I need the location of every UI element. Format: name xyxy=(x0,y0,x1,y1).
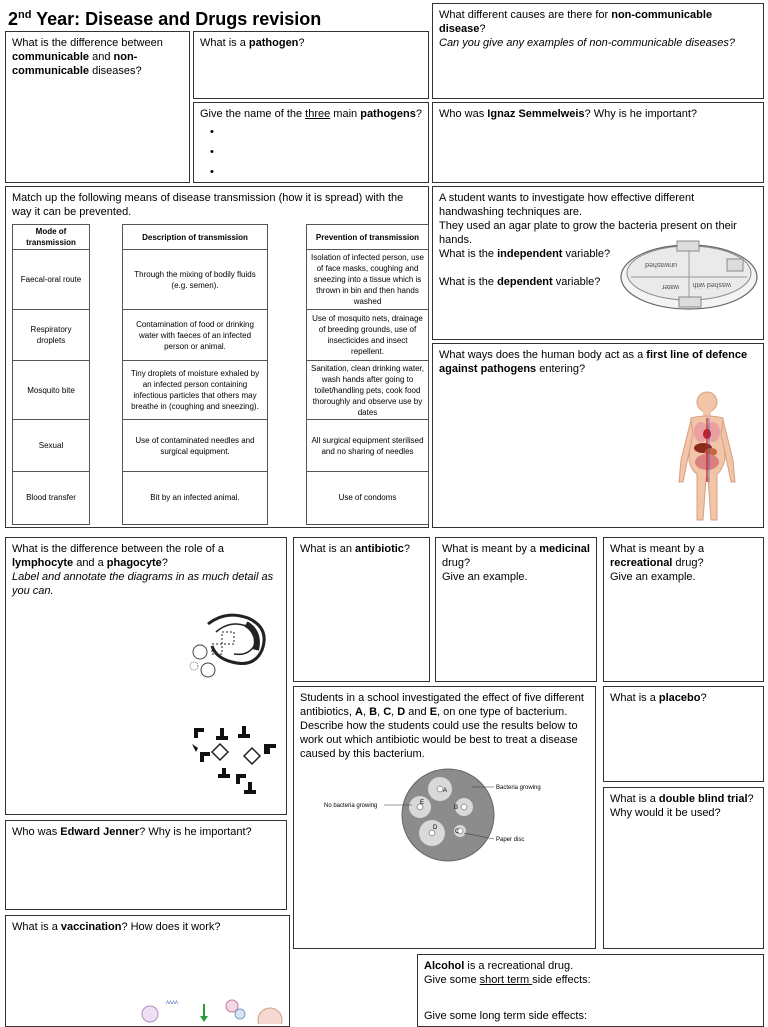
question-text: What is a placebo? xyxy=(610,692,707,704)
question-double-blind xyxy=(603,787,764,949)
question-text: Alcohol is a recreational drug. xyxy=(424,960,574,972)
question-text: What ways does the human body act as a first line of defence against pathogens entering? xyxy=(439,349,748,375)
table-cell: Mosquito bite xyxy=(13,360,89,419)
table-mode-column xyxy=(12,224,90,525)
vaccination-diagram xyxy=(136,994,286,1024)
plate-label-unwashed: unwashed xyxy=(645,261,677,268)
bullet-line xyxy=(210,163,422,183)
label-paper-disc: Paper disc xyxy=(496,837,525,843)
phagocyte-diagram xyxy=(186,610,274,682)
question-handwashing xyxy=(432,186,764,340)
question-transmission-match xyxy=(5,186,429,528)
question-text: What is the difference between the role of a lymphocyte and a phagocyte? xyxy=(12,543,224,569)
table-cell: Contamination of food or drinking water with faeces of an infected person or animal. xyxy=(123,309,267,360)
question-placebo xyxy=(603,686,764,782)
question-text: What is a double blind trial? xyxy=(610,793,754,805)
question-communicable xyxy=(5,31,190,183)
question-text: Give the name of the three main pathogens? xyxy=(200,108,422,120)
question-text: Give some long term side effects: xyxy=(424,1010,588,1022)
plate-label-washed: washed with xyxy=(692,281,731,288)
question-antibiotic-investigation xyxy=(293,686,596,949)
question-text: What is the dependent variable? xyxy=(439,276,601,288)
question-text: Who was Ignaz Semmelweis? Why is he important? xyxy=(439,108,698,120)
question-text: They used an agar plate to grow the bacteria present on their hands. xyxy=(439,220,737,246)
question-text: What is a pathogen? xyxy=(200,37,305,49)
question-text: What is an antibiotic? xyxy=(300,543,411,555)
table-cell: Faecal-oral route xyxy=(13,249,89,309)
plate-label-water: water xyxy=(661,283,679,290)
svg-text:ᴧᴧᴧᴧ: ᴧᴧᴧᴧ xyxy=(166,1000,178,1006)
table-description-column xyxy=(122,224,268,525)
question-text: What different causes are there for non-communicable disease? xyxy=(439,9,713,35)
disc-label-b: B xyxy=(454,805,459,811)
table-cell: Isolation of infected person, use of face masks, coughing and sneezing into a tissue which is thrown in bin and then hands washed xyxy=(307,249,428,309)
disc-label-e: E xyxy=(420,800,425,806)
question-text: A student wants to investigate how effective different handwashing techniques are. xyxy=(439,192,695,218)
question-text: What is the independent variable? xyxy=(439,248,611,260)
answer-bullets xyxy=(200,123,422,183)
table-header: Prevention of transmission xyxy=(315,232,420,242)
question-text: Give an example. xyxy=(610,571,696,583)
table-cell: Use of condoms xyxy=(307,471,428,522)
table-cell: Bit by an infected animal. xyxy=(123,471,267,522)
question-jenner xyxy=(5,820,287,910)
question-semmelweis xyxy=(432,102,764,183)
lymphocyte-antibody-diagram xyxy=(190,724,282,794)
question-text: Students in a school investigated the effect of five different antibiotics, A, B, C, D and E, on one type of bacterium. Describe how the students could use the results below to work out which antibiotic would be best to treat a disease caused by this bacterium. xyxy=(300,692,584,760)
bullet-line xyxy=(210,123,422,143)
table-cell: Use of contaminated needles and surgical equipment. xyxy=(123,419,267,471)
question-text: Give some short term side effects: xyxy=(424,974,591,986)
question-first-line-defence xyxy=(432,343,764,528)
question-text: What is the difference between communicable and non-communicable diseases? xyxy=(12,37,163,77)
question-antibiotic xyxy=(293,537,430,682)
bullet-line xyxy=(210,143,422,163)
table-header: Description of transmission xyxy=(142,232,248,242)
table-cell: Sanitation, clean drinking water, wash hands after going to toilet/handling pets, cook food thoroughly and observe use by dates xyxy=(307,360,428,419)
question-vaccination xyxy=(5,915,290,1027)
question-text: What is a vaccination? How does it work? xyxy=(12,921,221,933)
label-no-bacteria: No bacteria growing xyxy=(324,803,378,809)
question-medicinal xyxy=(435,537,597,682)
page-title: 2nd Year: Disease and Drugs revision xyxy=(8,9,322,29)
human-body-organs-figure xyxy=(673,390,743,524)
question-three-pathogens xyxy=(193,102,429,183)
table-cell: Sexual xyxy=(13,419,89,471)
question-recreational xyxy=(603,537,764,682)
table-cell: Blood transfer xyxy=(13,471,89,522)
question-text: What is meant by a recreational drug? xyxy=(610,543,705,569)
question-text: Match up the following means of disease transmission (how it is spread) with the way it can be prevented. xyxy=(12,192,404,218)
antibiotic-disc-dish xyxy=(324,767,564,867)
table-cell: All surgical equipment sterilised and no sharing of needles xyxy=(307,419,428,471)
disc-label-c: C xyxy=(455,829,460,835)
table-cell: Respiratory droplets xyxy=(13,309,89,360)
label-bacteria-growing: Bacteria growing xyxy=(496,785,541,791)
question-pathogen xyxy=(193,31,429,99)
table-prevention-column xyxy=(306,224,429,525)
table-cell: Use of mosquito nets, drainage of breeding grounds, use of insecticides and insect repellent. xyxy=(307,309,428,360)
question-noncommunicable xyxy=(432,3,764,99)
table-cell: Tiny droplets of moisture exhaled by an infected person containing infectious particles that others may breathe in (coughing and sneezing). xyxy=(123,360,267,419)
disc-label-a: A xyxy=(443,788,448,794)
disc-label-d: D xyxy=(433,825,438,831)
question-subtext: Label and annotate the diagrams in as much detail as you can. xyxy=(12,571,274,597)
question-text: What is meant by a medicinal drug? xyxy=(442,543,590,569)
agar-plate-figure xyxy=(619,239,759,311)
question-lymphocyte-phagocyte xyxy=(5,537,287,815)
question-alcohol xyxy=(417,954,764,1027)
question-text: Who was Edward Jenner? Why is he important? xyxy=(12,826,252,838)
question-text: Give an example. xyxy=(442,571,528,583)
table-cell: Through the mixing of bodily fluids (e.g. semen). xyxy=(123,249,267,309)
question-text: Why would it be used? xyxy=(610,807,721,819)
table-header: Mode of transmission xyxy=(26,227,76,247)
question-subtext: Can you give any examples of non-communicable diseases? xyxy=(439,37,735,49)
